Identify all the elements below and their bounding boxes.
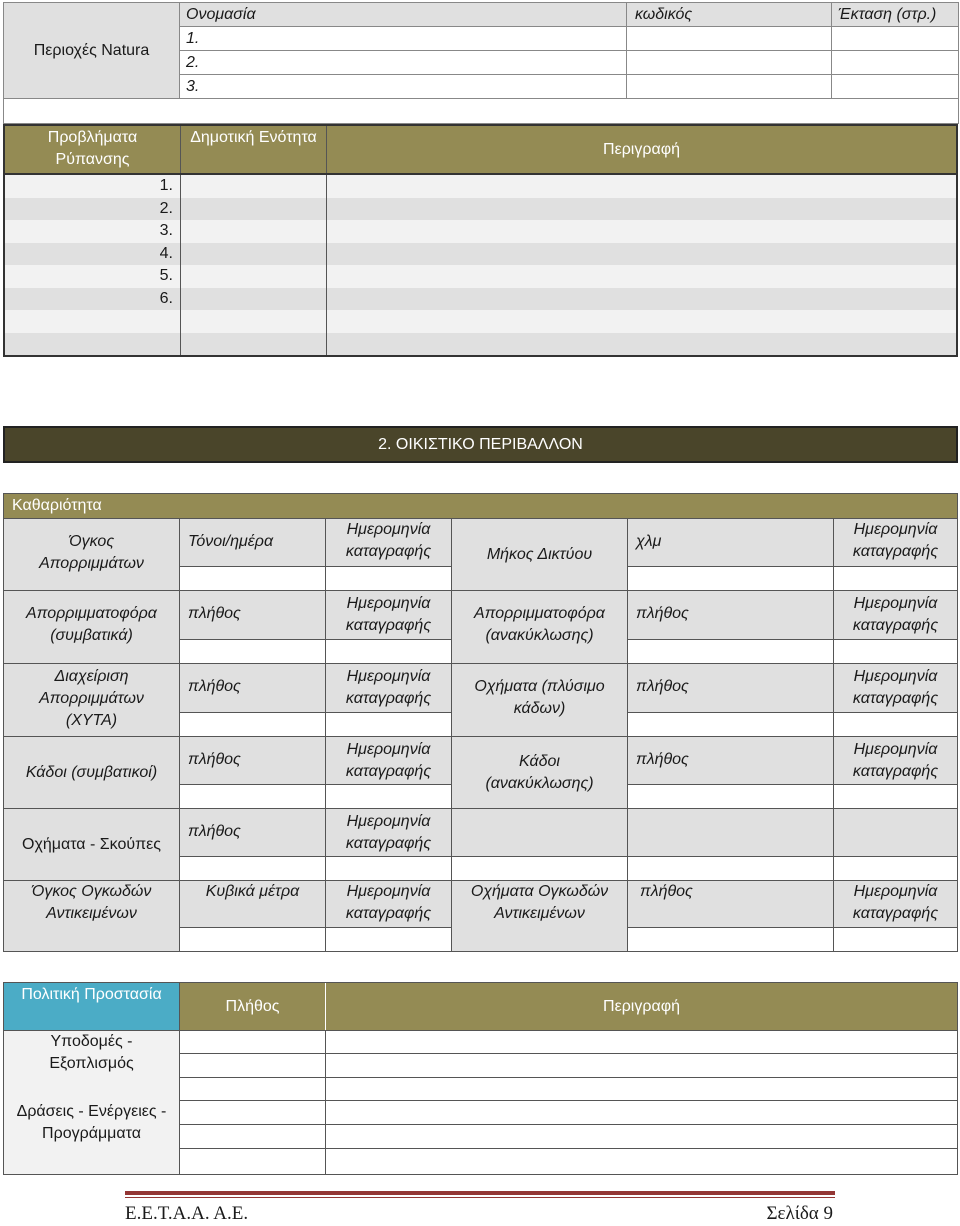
record-date-label: Ημερομηνία καταγραφής xyxy=(834,664,957,712)
pollution-row-4: 4. xyxy=(159,244,173,262)
civil-row[interactable] xyxy=(180,1125,957,1149)
natura-cell[interactable] xyxy=(627,51,832,75)
natura-label: Περιοχές Natura xyxy=(4,3,180,99)
record-date-label: Ημερομηνία καταγραφής xyxy=(326,809,451,856)
section-2-title-bar xyxy=(3,426,958,463)
garbage-trucks-label: Απορριμματοφόρα (συμβατικά) xyxy=(4,591,179,663)
pollution-rows xyxy=(5,175,956,355)
count-input[interactable] xyxy=(180,784,325,808)
natura-area-header: Έκταση (στρ.) xyxy=(832,3,959,27)
natura-row-1: 1. xyxy=(180,27,627,51)
recycling-bins-label: Κάδοι (ανακύκλωσης) xyxy=(452,737,627,808)
record-date-input[interactable] xyxy=(834,712,957,736)
footer-left: Ε.Ε.Τ.Α.Α. Α.Ε. xyxy=(125,1203,249,1224)
pollution-row-3: 3. xyxy=(159,222,173,239)
natura-spacer-row xyxy=(4,99,959,124)
count-label: πλήθος xyxy=(180,664,325,712)
network-length-label: Μήκος Δικτύου xyxy=(452,519,627,590)
count-label: πλήθος xyxy=(628,737,833,784)
count-label: πλήθος xyxy=(628,881,833,927)
cleanliness-table xyxy=(3,493,958,952)
pollution-row-1: 1. xyxy=(159,177,173,194)
civil-row[interactable] xyxy=(180,1078,957,1101)
record-date-label: Ημερομηνία καταγραφής xyxy=(834,519,957,566)
bulky-vehicles-label: Οχήματα Ογκωδών Αντικειμένων xyxy=(452,881,627,951)
infrastructure-label: Υποδομές - Εξοπλισμός xyxy=(4,1031,179,1101)
count-label: πλήθος xyxy=(180,809,325,856)
record-date-input[interactable] xyxy=(326,639,451,663)
footer-right: Σελίδα 9 xyxy=(766,1203,833,1224)
cleanliness-header: Καθαριότητα xyxy=(4,494,957,518)
waste-management-label: Διαχείριση Απορριμμάτων (ΧΥΤΑ) xyxy=(4,664,179,736)
conventional-bins-label: Κάδοι (συμβατικοί) xyxy=(4,737,179,808)
pollution-table xyxy=(3,124,958,357)
count-label: πλήθος xyxy=(180,591,325,639)
count-input[interactable] xyxy=(628,927,833,951)
km-label: χλμ xyxy=(628,519,833,566)
record-date-label: Ημερομηνία καταγραφής xyxy=(326,737,451,784)
bin-wash-vehicles-label: Οχήματα (πλύσιμο κάδων) xyxy=(452,664,627,736)
count-input[interactable] xyxy=(180,856,325,880)
record-date-input[interactable] xyxy=(326,856,451,880)
record-date-input[interactable] xyxy=(834,927,957,951)
civil-row[interactable] xyxy=(180,1031,957,1054)
pollution-row-5: 5. xyxy=(159,267,173,284)
record-date-input[interactable] xyxy=(834,639,957,663)
record-date-label: Ημερομηνία καταγραφής xyxy=(326,664,451,712)
record-date-label: Ημερομηνία καταγραφής xyxy=(326,591,451,639)
count-input[interactable] xyxy=(628,712,833,736)
description-header xyxy=(326,983,957,1030)
civil-row[interactable] xyxy=(180,1149,957,1174)
description-header-text: Περιγραφή xyxy=(603,998,680,1015)
record-date-input[interactable] xyxy=(834,784,957,808)
civil-row[interactable] xyxy=(180,1101,957,1125)
empty-cell xyxy=(834,809,957,856)
actions-label: Δράσεις - Ενέργειες - Προγράμματα xyxy=(4,1101,179,1174)
count-header xyxy=(180,983,325,1030)
pollution-header-unit: Δημοτική Ενότητα xyxy=(180,126,326,173)
record-date-input[interactable] xyxy=(834,566,957,590)
count-input[interactable] xyxy=(180,712,325,736)
civil-protection-table xyxy=(3,982,958,1175)
record-date-input[interactable] xyxy=(326,784,451,808)
natura-cell[interactable] xyxy=(627,75,832,99)
sweepers-label: Οχήματα - Σκούπες xyxy=(4,809,179,880)
natura-cell[interactable] xyxy=(832,75,959,99)
count-input[interactable] xyxy=(628,639,833,663)
record-date-label: Ημερομηνία καταγραφής xyxy=(834,737,957,784)
pollution-header-problems: Προβλήματα Ρύπανσης xyxy=(5,126,180,173)
natura-row-2: 2. xyxy=(180,51,627,75)
count-header-text: Πλήθος xyxy=(225,998,280,1015)
bulky-volume-label: Όγκος Ογκωδών Αντικειμένων xyxy=(4,881,179,951)
natura-table xyxy=(3,2,959,124)
record-date-input[interactable] xyxy=(326,566,451,590)
pollution-row-2: 2. xyxy=(159,199,173,217)
tons-per-day-label: Τόνοι/ημέρα xyxy=(180,519,325,566)
count-label: πλήθος xyxy=(628,591,833,639)
pollution-header-description-text: Περιγραφή xyxy=(603,141,680,158)
km-input[interactable] xyxy=(628,566,833,590)
natura-name-header: Ονομασία xyxy=(180,3,627,27)
count-input[interactable] xyxy=(180,639,325,663)
natura-cell[interactable] xyxy=(832,51,959,75)
record-date-input[interactable] xyxy=(326,927,451,951)
cubic-meters-input[interactable] xyxy=(180,927,325,951)
section-2-title: 2. ΟΙΚΙΣΤΙΚΟ ΠΕΡΙΒΑΛΛΟΝ xyxy=(378,436,583,453)
natura-cell[interactable] xyxy=(627,27,832,51)
record-date-label: Ημερομηνία καταγραφής xyxy=(834,591,957,639)
civil-row[interactable] xyxy=(180,1054,957,1078)
civil-protection-header: Πολιτική Προστασία xyxy=(4,983,179,1030)
record-date-label: Ημερομηνία καταγραφής xyxy=(834,881,957,927)
tons-per-day-input[interactable] xyxy=(180,566,325,590)
empty-cell xyxy=(452,809,627,856)
record-date-label: Ημερομηνία καταγραφής xyxy=(326,519,451,566)
pollution-header-description xyxy=(326,126,956,173)
footer-rule-thin xyxy=(125,1197,835,1198)
count-input[interactable] xyxy=(628,784,833,808)
natura-row-3: 3. xyxy=(180,75,627,99)
record-date-input[interactable] xyxy=(326,712,451,736)
recycling-trucks-label: Απορριμματοφόρα (ανακύκλωσης) xyxy=(452,591,627,663)
record-date-label: Ημερομηνία καταγραφής xyxy=(326,881,451,927)
footer-rule xyxy=(125,1191,835,1195)
natura-code-header: κωδικός xyxy=(627,3,832,27)
cubic-meters-label: Κυβικά μέτρα xyxy=(180,881,325,927)
count-label: πλήθος xyxy=(180,737,325,784)
empty-cell xyxy=(628,809,833,856)
pollution-row-6: 6. xyxy=(159,289,173,307)
natura-cell[interactable] xyxy=(832,27,959,51)
waste-volume-label: Όγκος Απορριμμάτων xyxy=(4,519,179,590)
count-label: πλήθος xyxy=(628,664,833,712)
